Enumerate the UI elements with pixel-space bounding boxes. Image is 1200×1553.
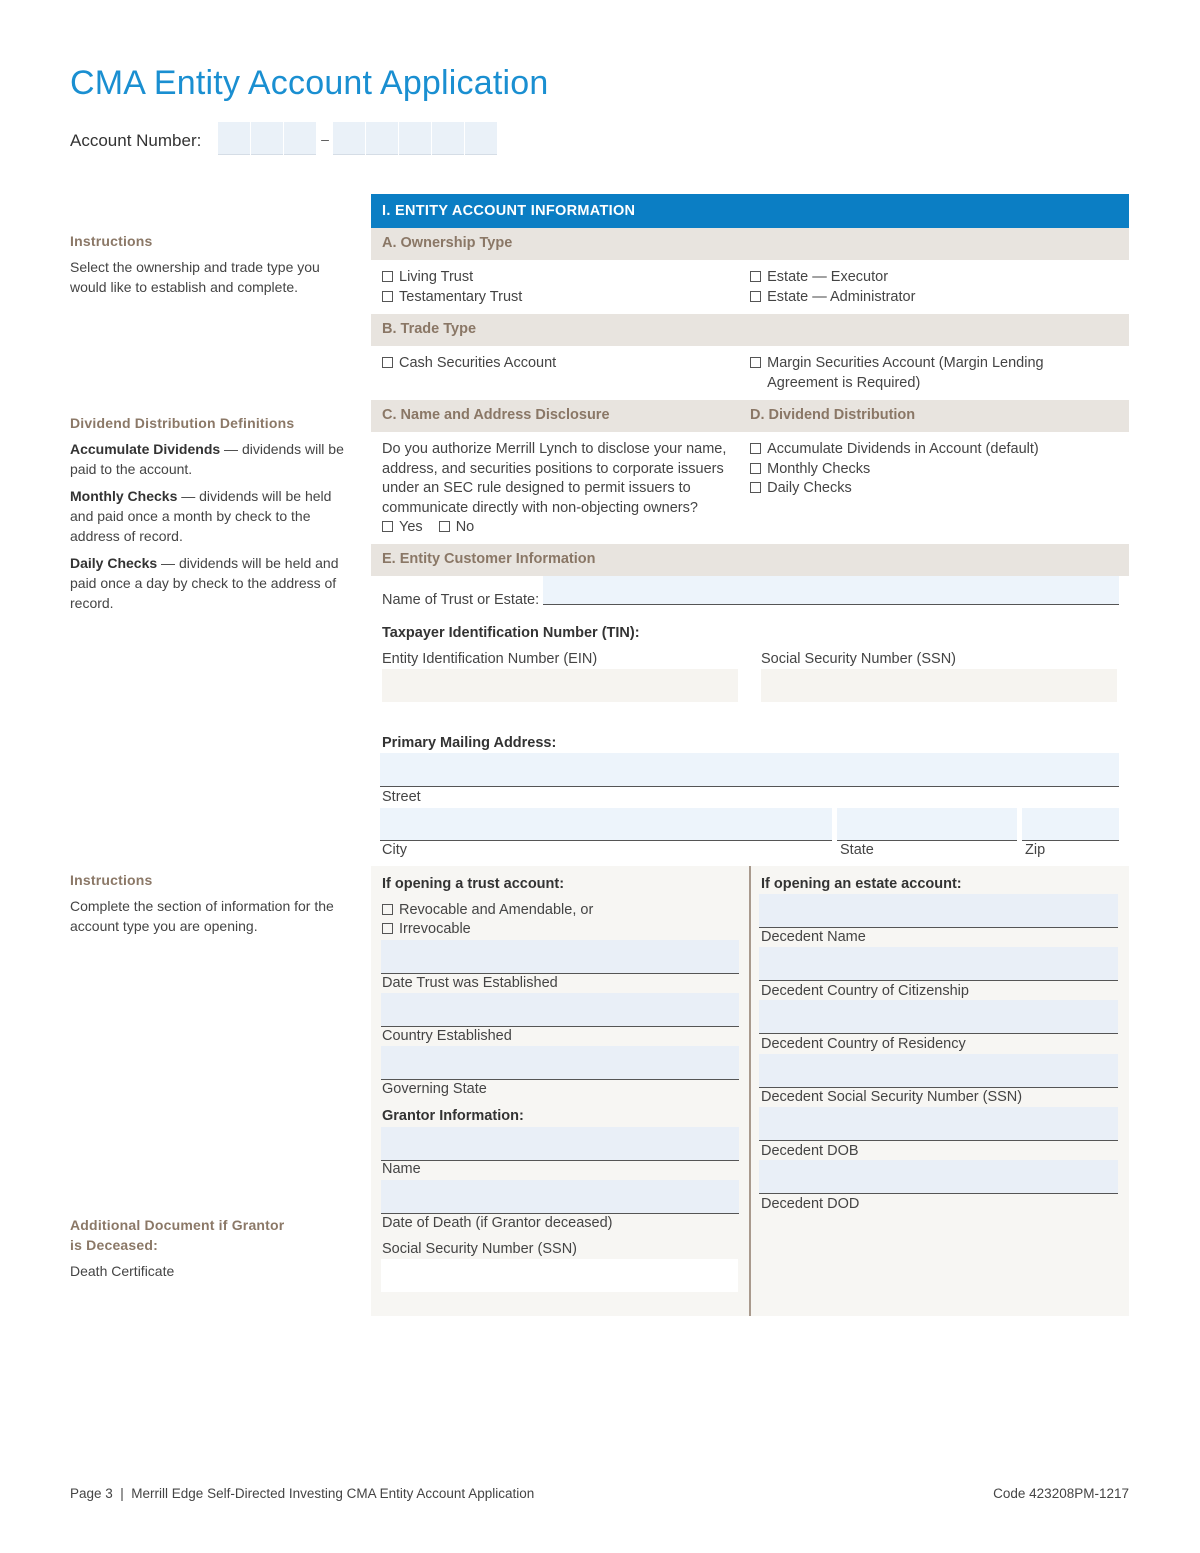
decedent-residency-input[interactable] [759,1000,1118,1034]
date-established-label: Date Trust was Established [382,975,558,991]
estate-heading: If opening an estate account: [761,876,962,892]
decedent-name-input[interactable] [759,894,1118,928]
sidebar-dividend-definitions [70,413,350,620]
grantor-name-input[interactable] [381,1127,739,1161]
decedent-dob-input[interactable] [759,1107,1118,1141]
checkbox-icon [750,443,761,454]
decedent-ssn-input[interactable] [759,1054,1118,1088]
grantor-ssn-label: Social Security Number (SSN) [382,1241,577,1257]
checkbox-revocable[interactable]: Revocable and Amendable, or [382,902,593,918]
date-established-input[interactable] [381,940,739,974]
checkbox-testamentary-trust[interactable]: Testamentary Trust [382,288,740,308]
instructions-heading: Instructions [70,233,153,249]
account-digit-box[interactable] [366,122,398,155]
account-digit-box[interactable] [399,122,431,155]
account-number-field [218,122,498,155]
disclosure-dividend-row [371,432,1129,544]
checkbox-icon [750,463,761,474]
grantor-heading: Grantor Information: [382,1108,524,1124]
governing-state-label: Governing State [382,1081,487,1097]
entity-account-section [371,194,1129,866]
account-digit-box[interactable] [333,122,365,155]
checkbox-accumulate-dividends[interactable]: Accumulate Dividends in Account (default) [750,440,1118,460]
grantor-name-label: Name [382,1161,421,1177]
checkbox-icon [750,271,761,282]
checkbox-irrevocable[interactable]: Irrevocable [382,921,471,937]
footer-page-info: Page 3 | Merrill Edge Self-Directed Investing CMA Entity Account Application [70,1486,535,1501]
checkbox-daily-checks[interactable]: Daily Checks [750,479,1118,499]
ssn-input[interactable] [761,669,1117,702]
checkbox-icon [750,357,761,368]
decedent-citizenship-label: Decedent Country of Citizenship [761,983,969,999]
checkbox-disclosure-yes[interactable]: Yes [382,519,423,535]
decedent-dod-input[interactable] [759,1160,1118,1194]
checkbox-cash-securities[interactable]: Cash Securities Account [382,354,740,374]
checkbox-icon [750,291,761,302]
sidebar-instructions-ownership [70,231,350,304]
sidebar-additional-document [70,1215,350,1288]
decedent-residency-label: Decedent Country of Residency [761,1036,966,1052]
checkbox-icon [439,521,450,532]
account-digit-box[interactable] [251,122,283,155]
ownership-type-options [371,260,1129,314]
account-digit-box[interactable] [218,122,250,155]
trust-estate-name-label: Name of Trust or Estate: [382,592,540,608]
account-digit-box[interactable] [284,122,316,155]
checkbox-icon [382,904,393,915]
page-title: CMA Entity Account Application [70,64,549,102]
decedent-ssn-label: Decedent Social Security Number (SSN) [761,1089,1023,1105]
customer-information-header: E. Entity Customer Information [371,544,1129,576]
trust-estate-name-input[interactable] [543,576,1119,605]
disclosure-dividend-header: C. Name and Address Disclosure D. Dividend Distribution [371,400,1129,432]
state-input[interactable] [837,808,1017,841]
checkbox-living-trust[interactable]: Living Trust [382,268,740,288]
margin-note: Agreement is Required) [767,374,921,391]
decedent-citizenship-input[interactable] [759,947,1118,981]
street-label: Street [382,789,421,805]
dividend-options [750,440,1118,536]
ownership-type-header: A. Ownership Type [371,228,1129,260]
footer-code: Code 423208PM-1217 [993,1486,1129,1501]
definition-monthly: Monthly Checks — dividends will be held and paid once a month by check to the address of record. [70,488,332,544]
decedent-dob-label: Decedent DOB [761,1143,859,1159]
country-established-label: Country Established [382,1028,512,1044]
checkbox-icon [382,271,393,282]
instructions-text: Select the ownership and trade type you would like to establish and complete. [70,259,320,295]
zip-label: Zip [1025,842,1046,858]
checkbox-monthly-checks[interactable]: Monthly Checks [750,460,1118,480]
country-established-input[interactable] [381,993,739,1027]
account-number-label: Account Number: [70,131,202,150]
checkbox-margin-securities[interactable]: Margin Securities Account (Margin Lending [750,354,1118,374]
additional-document-text: Death Certificate [70,1263,175,1279]
checkbox-icon [382,923,393,934]
checkbox-icon [750,482,761,493]
checkbox-disclosure-no[interactable]: No [439,519,475,535]
trade-type-options [371,346,1129,400]
ein-label: Entity Identification Number (EIN) [382,651,598,667]
additional-document-heading: Additional Document if Grantor is Deceased: [70,1217,285,1253]
definition-daily: Daily Checks — dividends will be held and paid once a day by check to the address of record. [70,555,339,611]
mailing-address-label: Primary Mailing Address: [382,735,557,751]
city-input[interactable] [380,808,832,841]
sidebar-instructions-account-type [70,870,350,943]
date-of-death-input[interactable] [381,1180,739,1214]
account-type-panel [371,866,1129,1316]
ein-input[interactable] [382,669,738,702]
decedent-name-label: Decedent Name [761,929,866,945]
trust-heading: If opening a trust account: [382,876,565,892]
decedent-dod-label: Decedent DOD [761,1196,860,1212]
instructions-text: Complete the section of information for the account type you are opening. [70,898,334,934]
section-header: I. ENTITY ACCOUNT INFORMATION [371,194,1129,228]
checkbox-icon [382,357,393,368]
account-digit-box[interactable] [465,122,497,155]
grantor-ssn-input[interactable] [381,1259,738,1292]
account-digit-box[interactable] [432,122,464,155]
zip-input[interactable] [1022,808,1119,841]
state-label: State [840,842,874,858]
city-label: City [382,842,407,858]
checkbox-icon [382,521,393,532]
checkbox-icon [382,291,393,302]
panel-divider [749,866,751,1316]
customer-information-body [371,576,1129,866]
definition-accumulate: Accumulate Dividends — dividends will be paid to the account. [70,441,344,477]
account-number-dash: – [321,130,329,147]
street-input[interactable] [380,753,1119,787]
checkbox-estate-administrator[interactable]: Estate — Administrator [750,288,1118,308]
trade-type-header: B. Trade Type [371,314,1129,346]
ssn-label: Social Security Number (SSN) [761,651,956,667]
dividend-definitions-heading: Dividend Distribution Definitions [70,415,295,431]
governing-state-input[interactable] [381,1046,739,1080]
instructions-heading: Instructions [70,872,153,888]
tin-label: Taxpayer Identification Number (TIN): [382,625,640,641]
disclosure-question: Do you authorize Merrill Lynch to disclose your name, address, and securities positions to corporate issuers under an SEC rule designed to permit issuers to communicate directly with non-objecting owners? Yes No [382,441,727,535]
checkbox-estate-executor[interactable]: Estate — Executor [750,268,1118,288]
date-of-death-label: Date of Death (if Grantor deceased) [382,1215,613,1231]
